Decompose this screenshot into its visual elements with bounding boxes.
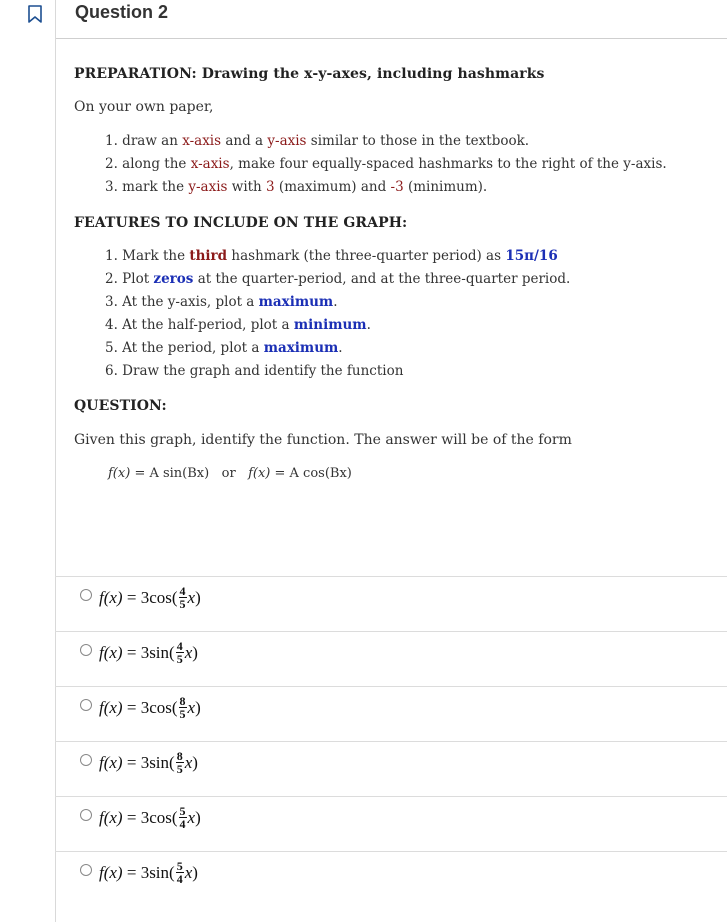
question-header — [56, 0, 727, 39]
form-rhs: = A sin(Bx) — [134, 466, 210, 481]
keyword: y-axis — [188, 179, 228, 195]
value: -3 — [390, 179, 404, 195]
list-number: 4. — [105, 317, 123, 333]
value: 3 — [266, 179, 275, 195]
question-heading: QUESTION: — [74, 398, 167, 414]
list-number: 2. — [105, 271, 123, 287]
formula-eq: = — [126, 697, 137, 717]
formula-func: cos — [149, 697, 172, 717]
frac-denominator: 5 — [176, 652, 183, 666]
formula-coef: 3 — [140, 697, 150, 717]
formula-eq: = — [126, 752, 137, 772]
choice-formula: f(x) = 3 cos ( $\frac{5}{4}$ x ) — [99, 804, 201, 831]
frac-denominator: 4 — [176, 872, 183, 886]
keyword: third — [189, 248, 228, 264]
keyword: x-axis — [190, 156, 230, 172]
formula-var: x — [184, 752, 193, 772]
step-text: along the — [122, 156, 191, 172]
frac-numerator: 8 — [176, 749, 183, 763]
list-item — [105, 291, 570, 314]
frac-numerator: 5 — [179, 804, 186, 818]
keyword: maximum — [263, 340, 339, 356]
choice-formula: f(x) = 3 sin ( $\frac{8}{5}$ x ) — [99, 749, 198, 776]
keyword: minimum — [293, 317, 367, 333]
frac-denominator: 5 — [179, 707, 186, 721]
frac-numerator: 8 — [179, 694, 186, 708]
choice-formula: f(x) = 3 sin ( $\frac{5}{4}$ x ) — [99, 859, 198, 886]
formula-coef: 3 — [140, 807, 150, 827]
step-text: and a — [221, 133, 268, 149]
formula-lhs: f(x) — [99, 587, 123, 607]
list-number: 1. — [105, 248, 123, 264]
answer-form — [108, 466, 352, 481]
list-item — [105, 245, 570, 268]
frac-denominator: 4 — [179, 817, 186, 831]
list-item — [105, 360, 570, 383]
list-item — [105, 337, 570, 360]
formula-var: x — [184, 862, 193, 882]
preparation-list — [105, 130, 667, 199]
preparation-intro: On your own paper, — [74, 99, 214, 115]
formula-coef: 3 — [140, 752, 150, 772]
step-text: at the quarter-period, and at the three-quarter period. — [193, 271, 571, 287]
formula-func: sin — [149, 752, 170, 772]
features-heading: FEATURES TO INCLUDE ON THE GRAPH: — [74, 215, 408, 231]
formula-lhs: f(x) — [99, 807, 123, 827]
form-rhs: = A cos(Bx) — [274, 466, 352, 481]
radio-button[interactable] — [80, 864, 92, 876]
formula-eq: = — [126, 642, 137, 662]
fraction — [179, 585, 187, 610]
frac-numerator: 4 — [176, 639, 183, 653]
question-prompt: Given this graph, identify the function. The answer will be of the form — [74, 432, 572, 448]
fraction — [179, 805, 187, 830]
formula-var: x — [187, 587, 196, 607]
step-text: Draw the graph and identify the function — [122, 363, 404, 379]
formula-func: sin — [149, 862, 170, 882]
step-text: Plot — [122, 271, 154, 287]
choice-option-1[interactable] — [55, 576, 727, 631]
form-lhs: f(x) — [108, 466, 131, 481]
formula-eq: = — [126, 862, 137, 882]
step-text: (maximum) and — [274, 179, 391, 195]
step-text: draw an — [122, 133, 183, 149]
step-text: with — [227, 179, 267, 195]
step-text: Mark the — [122, 248, 190, 264]
frac-denominator: 5 — [179, 597, 186, 611]
list-number: 6. — [105, 363, 123, 379]
list-item — [105, 176, 667, 199]
formula-coef: 3 — [140, 642, 150, 662]
choice-formula: f(x) = 3 sin ( $\frac{4}{5}$ x ) — [99, 639, 198, 666]
keyword: x-axis — [182, 133, 222, 149]
preparation-heading: PREPARATION: Drawing the x-y-axes, including hashmarks — [74, 66, 545, 82]
fraction — [176, 750, 184, 775]
list-item — [105, 130, 667, 153]
choice-option-5[interactable] — [55, 796, 727, 851]
formula-coef: 3 — [140, 587, 150, 607]
step-text: At the half-period, plot a — [122, 317, 294, 333]
list-item — [105, 153, 667, 176]
choice-option-3[interactable] — [55, 686, 727, 741]
step-text: , make four equally-spaced hashmarks to the right of the y-axis. — [229, 156, 667, 172]
formula-eq: = — [126, 587, 137, 607]
features-list — [105, 245, 570, 383]
radio-button[interactable] — [80, 754, 92, 766]
formula-func: sin — [149, 642, 170, 662]
step-text: similar to those in the textbook. — [306, 133, 530, 149]
frac-numerator: 4 — [179, 584, 186, 598]
step-text: (minimum). — [403, 179, 488, 195]
bookmark-icon[interactable] — [27, 5, 43, 23]
formula-func: cos — [149, 587, 172, 607]
list-item — [105, 314, 570, 337]
formula-var: x — [187, 807, 196, 827]
form-or: or — [221, 466, 236, 481]
choice-formula: f(x) = 3 cos ( $\frac{4}{5}$ x ) — [99, 584, 201, 611]
formula-lhs: f(x) — [99, 752, 123, 772]
radio-button[interactable] — [80, 589, 92, 601]
question-title: Question 2 — [75, 2, 169, 22]
list-number: 1. — [105, 133, 123, 149]
formula-eq: = — [126, 807, 137, 827]
keyword: y-axis — [267, 133, 307, 149]
list-number: 2. — [105, 156, 123, 172]
step-text: At the period, plot a — [122, 340, 264, 356]
radio-button[interactable] — [80, 644, 92, 656]
formula-lhs: f(x) — [99, 697, 123, 717]
frac-numerator: 5 — [176, 859, 183, 873]
fraction — [179, 695, 187, 720]
answer-choices — [55, 576, 727, 906]
formula-lhs: f(x) — [99, 862, 123, 882]
value: 15π/16 — [505, 248, 558, 264]
formula-var: x — [187, 697, 196, 717]
list-item — [105, 268, 570, 291]
fraction — [176, 860, 184, 885]
choice-option-2[interactable] — [55, 631, 727, 686]
keyword: zeros — [153, 271, 194, 287]
list-number: 5. — [105, 340, 123, 356]
frac-denominator: 5 — [176, 762, 183, 776]
step-text: . — [333, 294, 338, 310]
step-text: hashmark (the three-quarter period) as — [227, 248, 506, 264]
choice-option-6[interactable] — [55, 851, 727, 906]
step-text: mark the — [122, 179, 189, 195]
step-text: At the y-axis, plot a — [122, 294, 259, 310]
formula-func: cos — [149, 807, 172, 827]
formula-var: x — [184, 642, 193, 662]
keyword: maximum — [258, 294, 334, 310]
list-number: 3. — [105, 294, 123, 310]
formula-lhs: f(x) — [99, 642, 123, 662]
left-rail — [0, 0, 56, 922]
step-text: . — [366, 317, 371, 333]
choice-formula: f(x) = 3 cos ( $\frac{8}{5}$ x ) — [99, 694, 201, 721]
step-text: . — [338, 340, 343, 356]
radio-button[interactable] — [80, 699, 92, 711]
list-number: 3. — [105, 179, 123, 195]
fraction — [176, 640, 184, 665]
radio-button[interactable] — [80, 809, 92, 821]
formula-coef: 3 — [140, 862, 150, 882]
form-lhs: f(x) — [248, 466, 271, 481]
choice-option-4[interactable] — [55, 741, 727, 796]
